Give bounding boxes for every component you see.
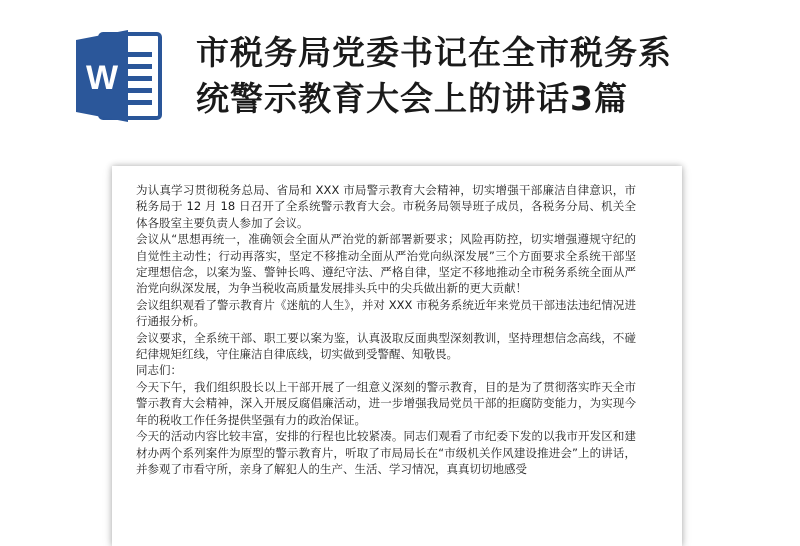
paragraph-3: 会议组织观看了警示教育片《迷航的人生》，并对 XXX 市税务系统近年来党员干部违法违纪情况进行通报分析。: [136, 297, 636, 329]
paragraph-1: 为认真学习贯彻税务总局、省局和 XXX 市局警示教育大会精神，切实增强干部廉洁自律意识，市税务局于 12 月 18 日召开了全系统警示教育大会。市税务局领导班子成员，各税务分局、机关全体各股室主要负责人参加了会议。: [136, 183, 636, 230]
document-body: [136, 182, 636, 477]
title-line-2: 统警示教育大会上的讲话3篇: [196, 79, 628, 118]
paragraph-6: 今天下午，我们组织股长以上干部开展了一组意义深刻的警示教育，目的是为了贯彻落实昨天全市警示教育大会精神，深入开展反腐倡廉活动，进一步增强我局党员干部的拒腐防变能力，为实现今年的税收工作任务提供坚强有力的政治保证。: [136, 379, 636, 427]
paragraph-4: 会议要求，全系统干部、职工要以案为鉴，认真汲取反面典型深刻教训，坚持理想信念高线，不碰纪律规矩红线，守住廉洁自律底线，切实做到受警醒、知敬畏。: [136, 330, 636, 362]
paragraph-5: 同志们：: [136, 363, 182, 378]
title-line-1: 市税务局党委书记在全市税务系: [196, 33, 672, 72]
word-icon-letter: W: [85, 59, 119, 97]
word-document-icon: [74, 26, 166, 126]
page-title: [196, 30, 786, 122]
header: [0, 0, 800, 160]
paragraph-7: 今天的活动内容比较丰富，安排的行程也比较紧凑。同志们观看了市纪委下发的以我市开发区和建材办两个系列案件为原型的警示教育片，听取了市局局长在“市级机关作风建设推进会”上的讲话，并参观了市看守所，亲身了解犯人的生产、生活、学习情况，真真切切地感受: [136, 429, 636, 476]
paragraph-2: 会议从“思想再统一，准确领会全面从严治党的新部署新要求；风险再防控，切实增强遵规守纪的自觉性主动性；行动再落实，坚定不移推动全面从严治党向纵深发展”三个方面要求全系统干部坚定理想信念，以案为鉴、警钟长鸣、遵纪守法、严格自律，坚定不移地推动全市税务系统全面从严治党向纵深发展，为争当税收高质量发展排头兵中的尖兵做出新的更大贡献！: [136, 232, 636, 296]
document-page: [112, 166, 682, 546]
